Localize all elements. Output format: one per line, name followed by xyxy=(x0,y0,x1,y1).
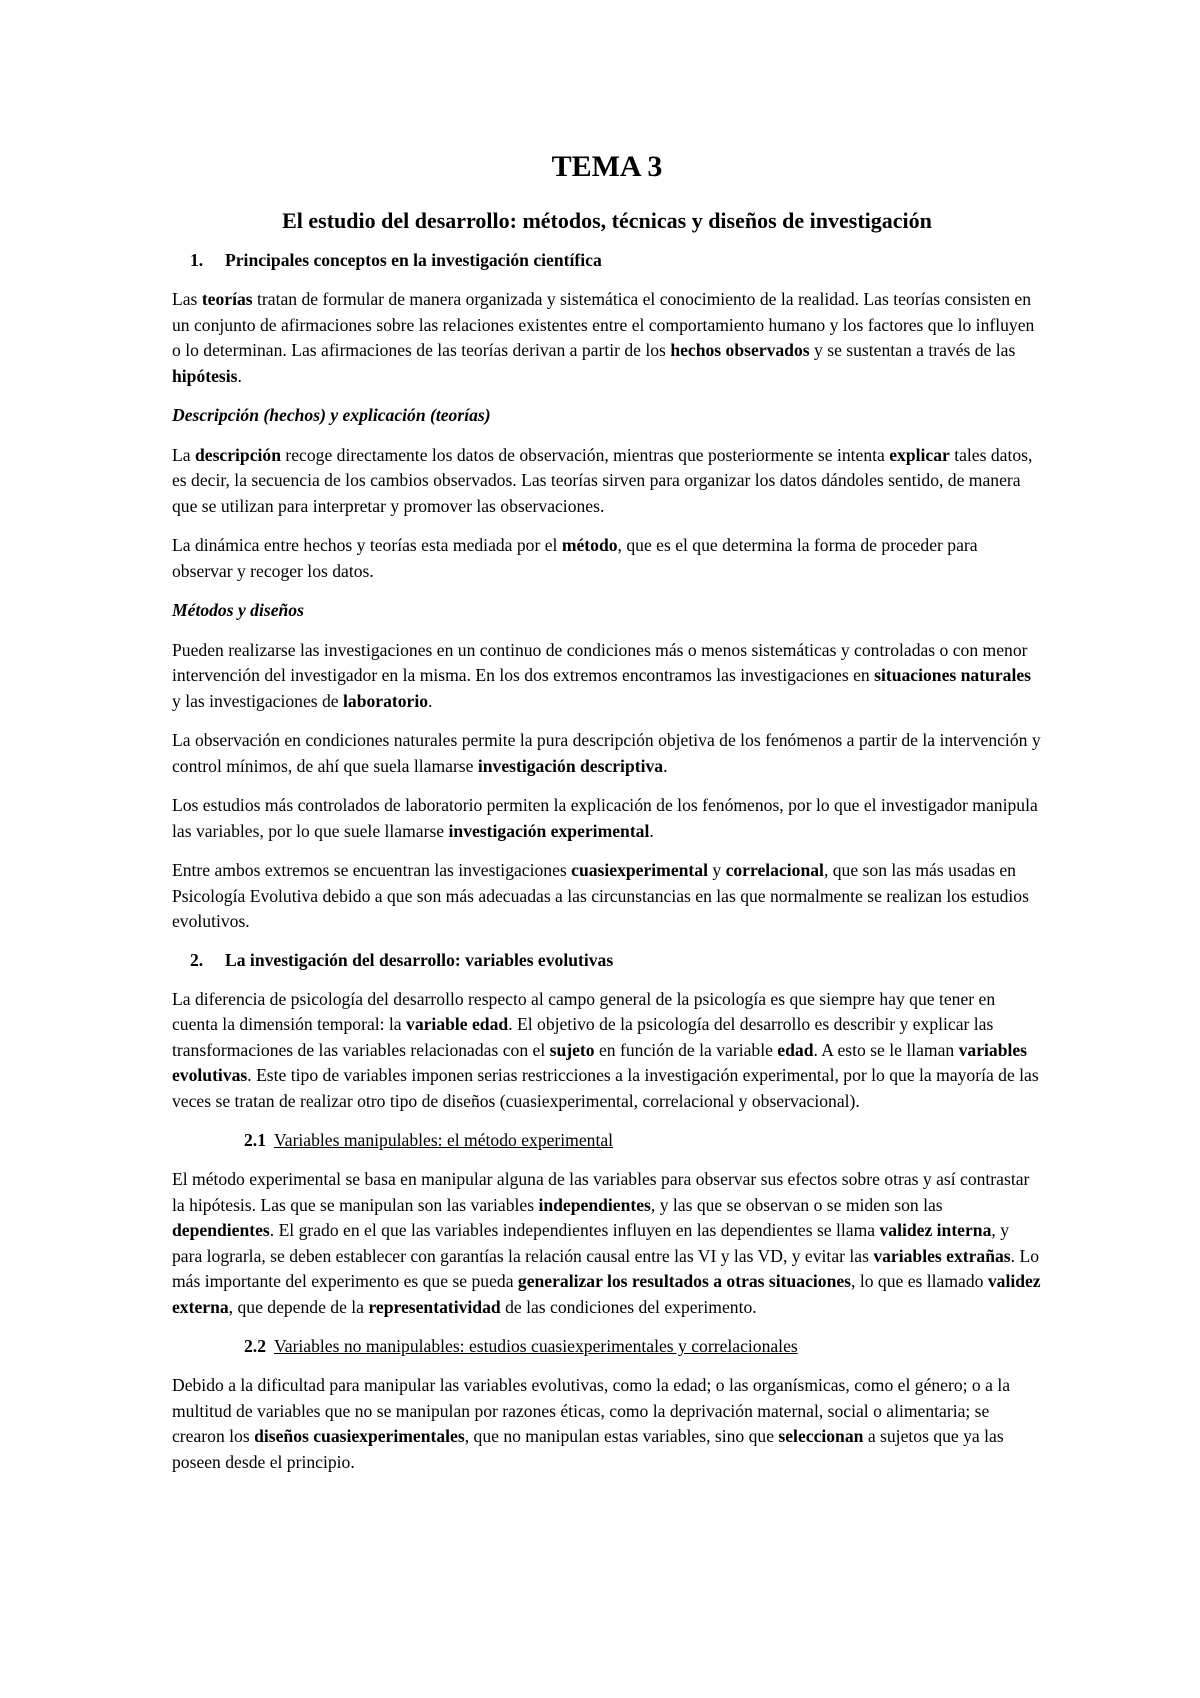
paragraph-metodo: La dinámica entre hechos y teorías esta mediada por el método, que es el que determina la forma de proceder para observar y recoger los datos. xyxy=(172,535,978,581)
paragraph-extremos: Entre ambos extremos se encuentran las investigaciones cuasiexperimental y correlacional, que son las más usadas en Psicología Evolutiva debido a que son más adecuadas a las circunstancias en las que normalmente se realizan los estudios evolutivos. xyxy=(172,860,1029,931)
paragraph-observacion: La observación en condiciones naturales permite la pura descripción objetiva de los fenómenos a partir de la intervención y control mínimos, de ahí que suela llamarse investigación descriptiva. xyxy=(172,730,1041,776)
subsection-heading-2-2 xyxy=(172,1333,1042,1359)
paragraph-descripcion: La descripción recoge directamente los datos de observación, mientras que posteriormente se intenta explicar tales datos, es decir, la secuencia de los cambios observados. Las teorías sirven para organizar los datos dándoles sentido, de manera que se utilizan para interpretar y promover las observaciones. xyxy=(172,444,1033,516)
paragraph-teorias: Las teorías tratan de formular de manera organizada y sistemática el conocimiento de la realidad. Las teorías consisten en un conjunto de afirmaciones sobre las relaciones existentes entre el comportamiento humano y los factores que lo influyen o lo determinan. Las afirmaciones de las teorías derivan a partir de los hechos observados y se sustentan a través de las hipótesis. xyxy=(172,289,1035,386)
section-heading-1 xyxy=(172,247,1042,273)
subheading-metodos: Métodos y diseños xyxy=(172,600,304,620)
paragraph-laboratorio: Los estudios más controlados de laboratorio permiten la explicación de los fenómenos, por lo que el investigador manipula las variables, por lo que suele llamarse investigación experimental. xyxy=(172,795,1038,841)
subsection-title: Variables manipulables: el método experimental xyxy=(274,1130,614,1150)
subsection-heading-2-1 xyxy=(172,1127,1042,1153)
paragraph-continuo: Pueden realizarse las investigaciones en un continuo de condiciones más o menos sistemáticas y controladas o con menor intervención del investigador en la misma. En los dos extremos encontramos las investigaciones en situaciones naturales y las investigaciones de laboratorio. xyxy=(172,639,1031,711)
section-heading-2 xyxy=(172,947,1042,973)
section-number: 2. xyxy=(190,949,204,970)
paragraph-cuasiexperimentales: Debido a la dificultad para manipular las variables evolutivas, como la edad; o las organísmicas, como el género; o a la multitud de variables que no se manipulan por razones éticas, como la deprivación maternal, social o alimentaria; se crearon los diseños cuasiexperimentales, que no manipulan estas variables, sino que seleccionan a sujetos que ya las poseen desde el principio. xyxy=(172,1375,1011,1472)
subsection-title: Variables no manipulables: estudios cuasiexperimentales y correlacionales xyxy=(274,1336,798,1356)
document-content xyxy=(172,145,1042,1475)
subheading-descripcion: Descripción (hechos) y explicación (teorías) xyxy=(172,405,491,425)
section-number: 1. xyxy=(190,250,204,270)
paragraph-variables-evolutivas: La diferencia de psicología del desarrollo respecto al campo general de la psicología es que siempre hay que tener en cuenta la dimensión temporal: la variable edad. El objetivo de la psicología del desarrollo es describir y explicar las transformaciones de las variables relacionadas con el sujeto en función de la variable edad. A esto se le llaman variables evolutivas. Este tipo de variables imponen serias restricciones a la investigación experimental, por lo que la mayoría de las veces se tratan de realizar otro tipo de diseños (cuasiexperimental, correlacional y observacional). xyxy=(172,988,1039,1111)
section-title: Principales conceptos en la investigación científica xyxy=(225,250,602,270)
paragraph-metodo-experimental: El método experimental se basa en manipular alguna de las variables para observar sus efectos sobre otras y así contrastar la hipótesis. Las que se manipulan son las variables independientes, y las que se observan o se miden son las dependientes. El grado en el que las variables independientes influyen en las dependientes se llama validez interna, y para lograrla, se deben establecer con garantías la relación causal entre las VI y las VD, y evitar las variables extrañas. Lo más importante del experimento es que se pueda generalizar los resultados a otras situaciones, lo que es llamado validez externa, que depende de la representatividad de las condiciones del experimento. xyxy=(172,1169,1041,1317)
page-subtitle: El estudio del desarrollo: métodos, técnicas y diseños de investigación xyxy=(282,208,932,233)
section-title: La investigación del desarrollo: variables evolutivas xyxy=(225,949,614,970)
page-title: TEMA 3 xyxy=(551,150,663,183)
subsection-number: 2.2 xyxy=(244,1336,266,1356)
subsection-number: 2.1 xyxy=(244,1130,266,1150)
